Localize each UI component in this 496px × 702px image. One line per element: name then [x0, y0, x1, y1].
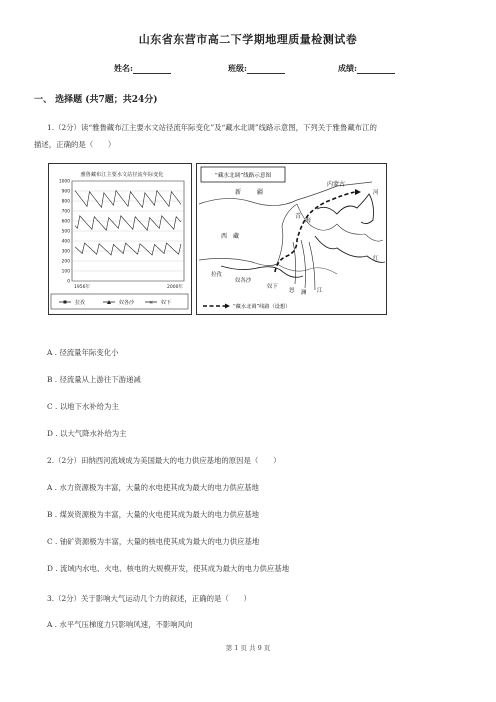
runoff-chart-figure	[48, 163, 192, 315]
map-label-qinghai: 青	[295, 213, 302, 220]
map-label-hong: 红	[373, 256, 379, 262]
map-legend-arrow	[225, 304, 230, 309]
q2-option-b[interactable]: B . 煤炭资源极为丰富，大量的火电使其成为最大的电力供应基地	[47, 510, 260, 519]
map-label-xizang: 西	[221, 233, 228, 240]
question-1-stem-line1	[47, 122, 377, 133]
score-blank[interactable]	[357, 65, 395, 74]
border-line	[199, 258, 277, 265]
map-legend-label: “藏水北调”线路（设想）	[233, 304, 291, 310]
y-tick-label: 1000	[58, 179, 70, 185]
route-arrowhead	[355, 189, 361, 195]
legend-label: 奴下	[161, 300, 172, 306]
class-label: 班级:	[228, 63, 247, 73]
question-number: 2.	[47, 456, 55, 465]
map-label-lan: 澜	[301, 290, 307, 296]
y-tick-label: 600	[61, 219, 70, 225]
lancang-river	[301, 240, 306, 288]
x-start-label: 1956年	[74, 285, 90, 290]
legend-item-1	[59, 299, 85, 306]
x-end-label: 2000年	[167, 285, 183, 290]
name-blank[interactable]	[133, 65, 171, 74]
question-1-stem-line2: 描述，正确的是（ ）	[34, 140, 116, 149]
question-text: 读“雅鲁藏布江主要水文站径流年际变化”及“藏水北调”线路示意图，下列关于雅鲁藏布江的	[80, 123, 377, 132]
y-tick-label: 300	[61, 249, 70, 255]
border-line	[337, 224, 383, 241]
question-number: 1.	[47, 123, 55, 132]
score-label: 成绩:	[338, 63, 357, 73]
y-tick-label: 400	[61, 239, 70, 245]
question-score: （2分）	[54, 456, 81, 465]
legend-item-2	[103, 299, 135, 306]
q1-option-b[interactable]: B . 径流量从上游往下游递减	[47, 375, 141, 384]
page-title: 山东省东营市高二下学期地理质量检测试卷	[138, 33, 358, 46]
y-tick-label: 500	[61, 229, 70, 235]
series-line	[75, 216, 181, 230]
legend-label: 奴各沙	[119, 300, 135, 306]
section-heading: 一、 选择题 (共7题；共24分)	[34, 95, 158, 105]
chart-title: 雅鲁藏布江主要水文站径流年际变化	[80, 172, 164, 178]
map-label-lazi: 拉孜	[211, 272, 222, 278]
yellow-river	[317, 194, 374, 224]
q1-option-d[interactable]: D . 以大气降水补给为主	[47, 429, 127, 438]
q3-option-a[interactable]: A . 水平气压梯度力只影响风速，不影响风向	[47, 620, 193, 629]
series-line	[75, 191, 181, 208]
question-score: （2分）	[54, 594, 81, 603]
diversion-map	[197, 164, 386, 314]
border-line	[277, 204, 297, 264]
map-label-xinjiang: 新	[235, 189, 242, 196]
map-label-nugesha: 奴各沙	[235, 278, 252, 284]
q2-option-d[interactable]: D . 流域内水电、火电、核电的大规模开发，使其成为最大的电力供应基地	[47, 564, 290, 573]
q2-option-a[interactable]: A . 水力资源极为丰富，大量的水电使其成为最大的电力供应基地	[47, 483, 259, 492]
class-field[interactable]	[228, 63, 285, 74]
map-label-nu: 怒	[289, 288, 295, 294]
name-label: 姓名:	[114, 63, 133, 73]
series-line	[75, 243, 181, 255]
y-tick-label: 700	[61, 209, 70, 215]
runoff-chart	[49, 164, 191, 314]
score-field[interactable]	[338, 63, 395, 74]
svg-text:×: ×	[149, 300, 154, 306]
y-tick-label: 900	[61, 189, 70, 195]
question-3-stem	[47, 593, 251, 604]
y-tick-label: 0	[67, 279, 70, 285]
question-score: （2分）	[54, 123, 81, 132]
class-blank[interactable]	[247, 65, 285, 74]
legend-label: 拉孜	[75, 300, 86, 306]
yarlung-river	[221, 266, 303, 277]
diversion-map-figure	[196, 163, 387, 315]
question-2-stem	[47, 455, 281, 466]
legend-item-3	[145, 299, 171, 306]
y-tick-label: 200	[61, 259, 70, 265]
border-line	[277, 264, 337, 274]
y-tick-label: 100	[61, 269, 70, 275]
map-label-neimenggu: 内蒙古	[327, 181, 346, 188]
page-footer: 第 1 页 共 9 页	[225, 644, 271, 652]
jinsha-river	[309, 242, 315, 290]
map-label-nuxia: 奴下	[267, 284, 278, 290]
question-text: 田纳西河流域成为美国最大的电力供应基地的原因是（ ）	[80, 456, 281, 465]
q1-option-a[interactable]: A . 径流量年际变化小	[47, 348, 119, 357]
q1-option-c[interactable]: C . 以地下水补给为主	[47, 402, 119, 411]
map-label-he: 河	[373, 190, 379, 196]
q2-option-c[interactable]: C . 铀矿资源极为丰富，大量的核电使其成为最大的电力供应基地	[47, 537, 260, 546]
question-number: 3.	[47, 594, 55, 603]
name-field[interactable]	[114, 63, 171, 74]
map-label-jiang: 江	[317, 288, 323, 294]
map-title: “藏水北调”线路示意图	[214, 173, 272, 179]
map-label-xinjiang-2: 疆	[257, 189, 264, 196]
map-label-xizang-2: 藏	[233, 233, 240, 240]
nu-river	[293, 242, 296, 284]
y-tick-label: 800	[61, 199, 70, 205]
question-text: 关于影响大气运动几个力的叙述，正确的是（ ）	[80, 594, 251, 603]
map-label-qinghai-2: 海	[305, 217, 312, 224]
